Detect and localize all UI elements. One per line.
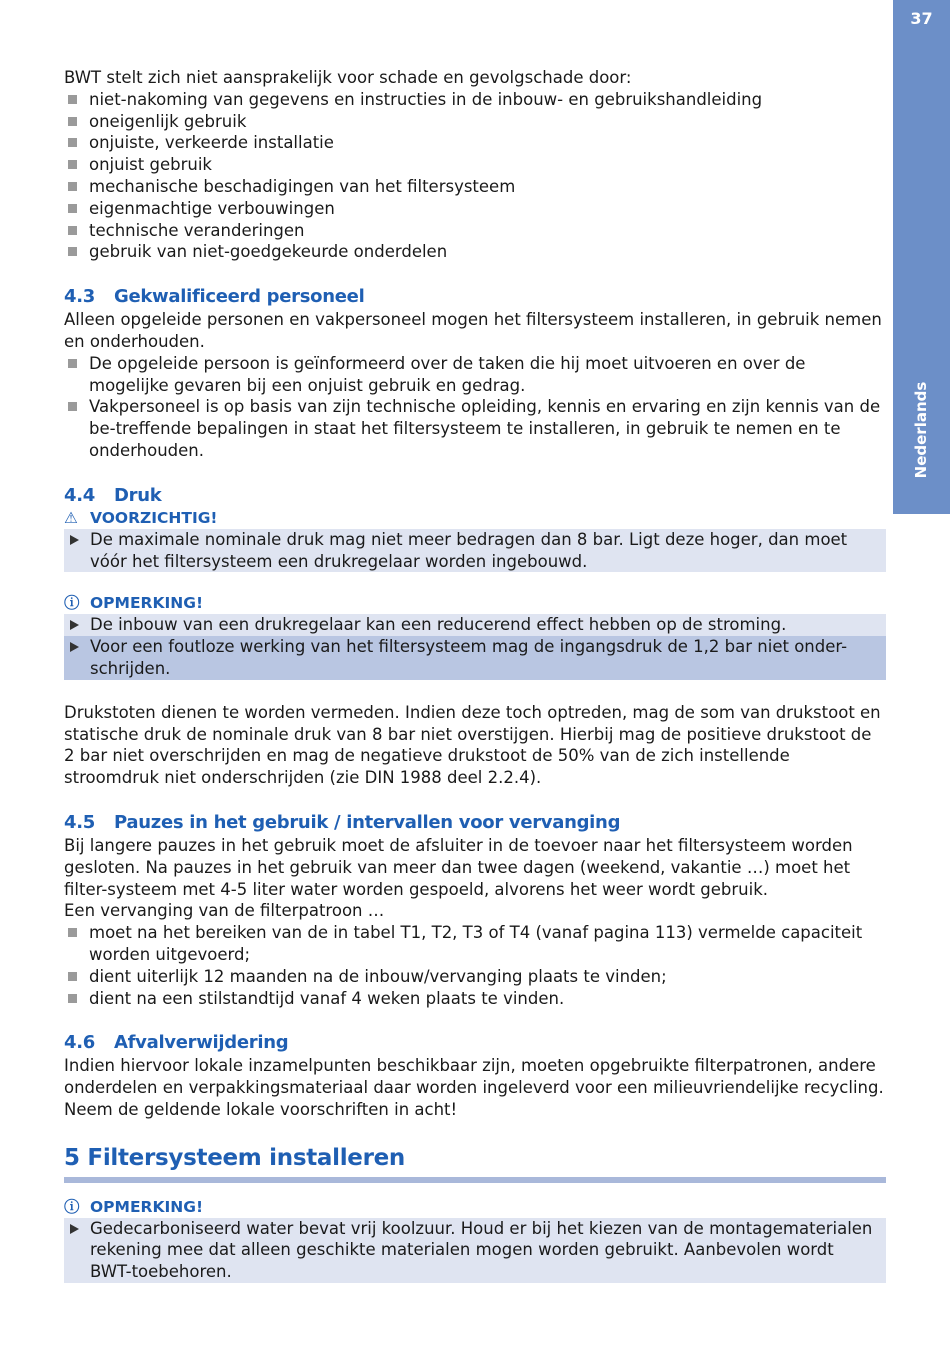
list-item: oneigenlijk gebruik bbox=[64, 111, 886, 133]
section-title: Pauzes in het gebruik / intervallen voor vervanging bbox=[114, 811, 621, 833]
section-4-5-heading bbox=[64, 811, 886, 835]
info-icon: ⓘ bbox=[64, 1197, 80, 1216]
list-item: technische veranderingen bbox=[64, 220, 886, 242]
list-item: onjuist gebruik bbox=[64, 154, 886, 176]
note-item: Voor een foutloze werking van het filtersysteem mag de ingangsdruk de 1,2 bar niet onder-schrijden. bbox=[64, 636, 886, 680]
section-number: 4.5 bbox=[64, 811, 95, 833]
note-header bbox=[64, 1197, 886, 1218]
page-number: 37 bbox=[910, 9, 933, 28]
list-item: Vakpersoneel is op basis van zijn technische opleiding, kennis en ervaring en zijn kennis van de be-treffende bepalingen in staat het filtersysteem te installeren, in gebruik te nemen en te onderhouden. bbox=[64, 396, 886, 461]
note-item: Gedecarboniseerd water bevat vrij koolzuur. Houd er bij het kiezen van de montagematerialen rekening mee dat alleen geschikte materialen mogen worden gebruikt. Aanbevolen wordt BWT-toebehoren. bbox=[64, 1218, 886, 1283]
chapter-5-heading: 5 Filtersysteem installeren bbox=[64, 1142, 886, 1183]
warning-icon: ⚠ bbox=[64, 508, 78, 527]
section-title: Afvalverwijdering bbox=[114, 1032, 289, 1054]
personnel-list bbox=[64, 353, 886, 462]
section-title: Druk bbox=[114, 484, 162, 506]
note-label: OPMERKING! bbox=[90, 594, 204, 613]
page-content bbox=[64, 67, 886, 1283]
section-4-3-text: Alleen opgeleide personen en vakpersoneel mogen het filtersysteem installeren, in gebruik nemen en onderhouden. bbox=[64, 310, 882, 351]
caution-item: De maximale nominale druk mag niet meer bedragen dan 8 bar. Ligt deze hoger, dan moet vóór het filtersysteem een drukregelaar worden ingebouwd. bbox=[64, 529, 886, 573]
section-number: 4.6 bbox=[64, 1032, 95, 1054]
intro-text: BWT stelt zich niet aansprakelijk voor schade en gevolgschade door: bbox=[64, 68, 632, 87]
caution-box bbox=[64, 529, 886, 573]
note-item: De inbouw van een drukregelaar kan een reducerend effect hebben op de stroming. bbox=[64, 614, 886, 636]
section-4-6-text: Indien hiervoor lokale inzamelpunten beschikbaar zijn, moeten opgebruikte filterpatronen, andere onderdelen en verpakkingsmateriaal daar worden ingeleverd voor een milieuvriendelijke recycling. Neem de geldende lokale voorschriften in acht! bbox=[64, 1056, 884, 1119]
section-4-5-text: Bij langere pauzes in het gebruik moet de afsluiter in de toevoer naar het filtersysteem worden gesloten. Na pauzes in het gebruik van meer dan twee dagen (weekend, vakantie …) moet het filter-systeem met 4-5 liter water worden gespoeld, alvorens het weer wordt gebruik. bbox=[64, 835, 853, 899]
section-title: Gekwalificeerd personeel bbox=[114, 286, 365, 308]
note-box bbox=[64, 614, 886, 679]
info-icon: ⓘ bbox=[64, 594, 80, 613]
list-item: dient na een stilstandtijd vanaf 4 weken plaats te vinden. bbox=[64, 988, 886, 1010]
list-item: niet-nakoming van gegevens en instructies in de inbouw- en gebruikshandleiding bbox=[64, 89, 886, 111]
note-label: OPMERKING! bbox=[90, 1197, 204, 1216]
list-item: moet na het bereiken van de in tabel T1, T2, T3 of T4 (vanaf pagina 113) vermelde capaciteit worden uitgevoerd; bbox=[64, 922, 886, 966]
section-number: 4.3 bbox=[64, 286, 95, 308]
pressure-text: Drukstoten dienen te worden vermeden. Indien deze toch optreden, mag de som van drukstoot en statische druk de nominale druk van 8 bar niet overstijgen. Hierbij mag de positieve drukstoot de 2 bar niet overschrijden en mag de negatieve drukstoot de 50% van de zich instellende stroomdruk niet onderschrijden (zie DIN 1988 deel 2.2.4). bbox=[64, 702, 881, 788]
liability-list bbox=[64, 89, 886, 263]
list-item: gebruik van niet-goedgekeurde onderdelen bbox=[64, 241, 886, 263]
list-item: dient uiterlijk 12 maanden na de inbouw/vervanging plaats te vinden; bbox=[64, 966, 886, 988]
note-header bbox=[64, 593, 886, 614]
section-4-4-heading bbox=[64, 484, 886, 508]
note-box bbox=[64, 1218, 886, 1283]
list-item: De opgeleide persoon is geïnformeerd over de taken die hij moet uitvoeren en over de mogelijke gevaren bij een onjuist gebruik en gedrag. bbox=[64, 353, 886, 397]
section-4-5-text-2: Een vervanging van de filterpatroon … bbox=[64, 901, 385, 921]
caution-label: VOORZICHTIG! bbox=[90, 508, 218, 527]
replacement-list bbox=[64, 922, 886, 1009]
section-4-3-heading bbox=[64, 285, 886, 309]
section-number: 4.4 bbox=[64, 484, 95, 506]
caution-header bbox=[64, 508, 886, 529]
section-4-6-heading bbox=[64, 1031, 886, 1055]
list-item: mechanische beschadigingen van het filtersysteem bbox=[64, 176, 886, 198]
language-label: Nederlands bbox=[912, 381, 931, 479]
list-item: onjuiste, verkeerde installatie bbox=[64, 132, 886, 154]
list-item: eigenmachtige verbouwingen bbox=[64, 198, 886, 220]
